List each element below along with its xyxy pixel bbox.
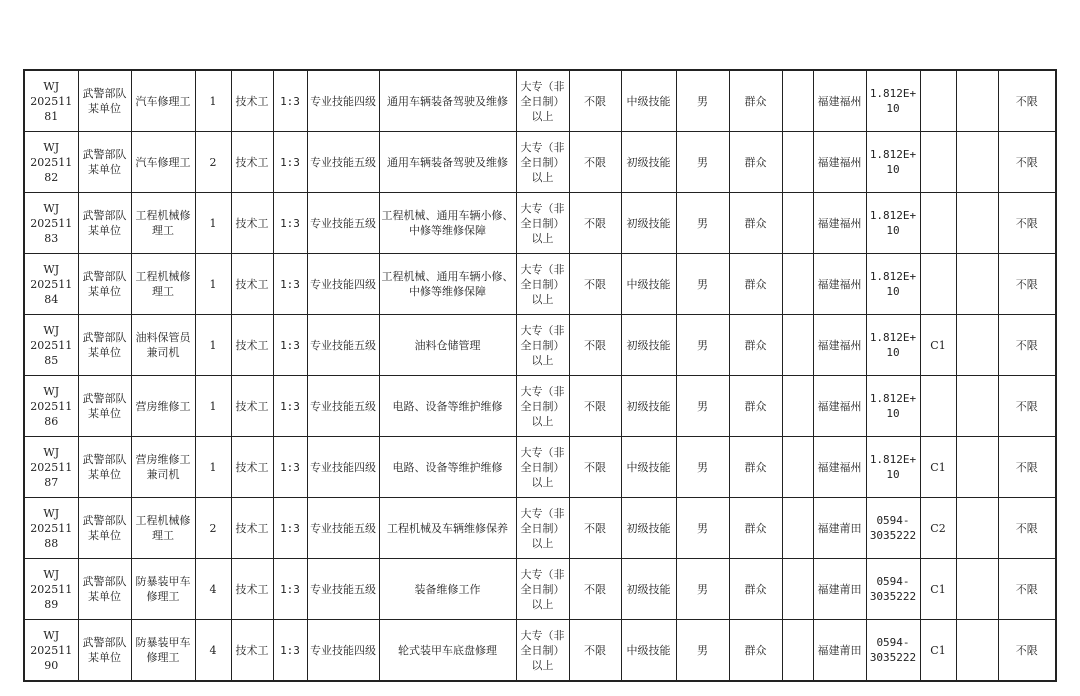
position-name-cell: 营房维修工 bbox=[131, 376, 195, 437]
headcount-cell: 2 bbox=[195, 132, 231, 193]
phone-cell: 1.812E+10 bbox=[866, 70, 920, 132]
education-cell: 大专（非 全日制） 以上 bbox=[516, 193, 569, 254]
unit-cell: 武警部队 某单位 bbox=[78, 315, 131, 376]
license-cell: C1 bbox=[920, 559, 956, 620]
phone-cell: 1.812E+10 bbox=[866, 193, 920, 254]
skill-grade-cell: 初级技能 bbox=[621, 315, 676, 376]
position-code-cell: WJ 20251189 bbox=[24, 559, 78, 620]
skill-level-cell: 专业技能四级 bbox=[307, 620, 379, 682]
headcount-cell: 1 bbox=[195, 193, 231, 254]
ratio-cell: 1:3 bbox=[273, 70, 307, 132]
location-cell: 福建福州 bbox=[813, 376, 866, 437]
other-requirement-cell: 不限 bbox=[998, 620, 1056, 682]
empty-cell bbox=[956, 132, 998, 193]
position-name-cell: 工程机械修 理工 bbox=[131, 498, 195, 559]
education-cell: 大专（非 全日制） 以上 bbox=[516, 254, 569, 315]
headcount-cell: 1 bbox=[195, 437, 231, 498]
position-code-cell: WJ 20251187 bbox=[24, 437, 78, 498]
skill-level-cell: 专业技能五级 bbox=[307, 315, 379, 376]
license-cell: C1 bbox=[920, 620, 956, 682]
ratio-cell: 1:3 bbox=[273, 620, 307, 682]
phone-cell: 1.812E+10 bbox=[866, 254, 920, 315]
location-cell: 福建莆田 bbox=[813, 498, 866, 559]
age-limit-cell: 不限 bbox=[569, 132, 621, 193]
skill-level-cell: 专业技能五级 bbox=[307, 376, 379, 437]
position-name-cell: 汽车修理工 bbox=[131, 70, 195, 132]
skill-grade-cell: 中级技能 bbox=[621, 70, 676, 132]
ratio-cell: 1:3 bbox=[273, 315, 307, 376]
table-row bbox=[24, 193, 1056, 254]
headcount-cell: 1 bbox=[195, 254, 231, 315]
education-cell: 大专（非 全日制） 以上 bbox=[516, 620, 569, 682]
empty-cell bbox=[956, 620, 998, 682]
phone-cell: 0594- 3035222 bbox=[866, 620, 920, 682]
political-status-cell: 群众 bbox=[729, 620, 782, 682]
unit-cell: 武警部队 某单位 bbox=[78, 193, 131, 254]
other-requirement-cell: 不限 bbox=[998, 193, 1056, 254]
position-name-cell: 工程机械修 理工 bbox=[131, 193, 195, 254]
category-cell: 技术工 bbox=[231, 193, 273, 254]
phone-cell: 0594- 3035222 bbox=[866, 559, 920, 620]
location-cell: 福建福州 bbox=[813, 70, 866, 132]
empty-cell bbox=[782, 254, 813, 315]
headcount-cell: 2 bbox=[195, 498, 231, 559]
political-status-cell: 群众 bbox=[729, 132, 782, 193]
unit-cell: 武警部队 某单位 bbox=[78, 376, 131, 437]
other-requirement-cell: 不限 bbox=[998, 254, 1056, 315]
job-description-cell: 电路、设备等维护维修 bbox=[379, 437, 516, 498]
license-cell bbox=[920, 376, 956, 437]
headcount-cell: 4 bbox=[195, 559, 231, 620]
category-cell: 技术工 bbox=[231, 559, 273, 620]
license-cell: C1 bbox=[920, 315, 956, 376]
gender-cell: 男 bbox=[676, 132, 729, 193]
age-limit-cell: 不限 bbox=[569, 498, 621, 559]
category-cell: 技术工 bbox=[231, 620, 273, 682]
skill-grade-cell: 初级技能 bbox=[621, 132, 676, 193]
location-cell: 福建福州 bbox=[813, 193, 866, 254]
location-cell: 福建福州 bbox=[813, 315, 866, 376]
ratio-cell: 1:3 bbox=[273, 132, 307, 193]
headcount-cell: 1 bbox=[195, 315, 231, 376]
position-code-cell: WJ 20251185 bbox=[24, 315, 78, 376]
political-status-cell: 群众 bbox=[729, 315, 782, 376]
other-requirement-cell: 不限 bbox=[998, 70, 1056, 132]
table-body bbox=[24, 70, 1056, 681]
location-cell: 福建福州 bbox=[813, 254, 866, 315]
gender-cell: 男 bbox=[676, 70, 729, 132]
headcount-cell: 1 bbox=[195, 376, 231, 437]
age-limit-cell: 不限 bbox=[569, 559, 621, 620]
gender-cell: 男 bbox=[676, 193, 729, 254]
table-row bbox=[24, 254, 1056, 315]
recruitment-table bbox=[23, 69, 1057, 682]
category-cell: 技术工 bbox=[231, 132, 273, 193]
skill-level-cell: 专业技能四级 bbox=[307, 254, 379, 315]
ratio-cell: 1:3 bbox=[273, 559, 307, 620]
position-code-cell: WJ 20251190 bbox=[24, 620, 78, 682]
position-name-cell: 防暴装甲车 修理工 bbox=[131, 620, 195, 682]
table-row bbox=[24, 559, 1056, 620]
age-limit-cell: 不限 bbox=[569, 70, 621, 132]
unit-cell: 武警部队 某单位 bbox=[78, 498, 131, 559]
ratio-cell: 1:3 bbox=[273, 376, 307, 437]
other-requirement-cell: 不限 bbox=[998, 132, 1056, 193]
phone-cell: 1.812E+10 bbox=[866, 437, 920, 498]
position-name-cell: 汽车修理工 bbox=[131, 132, 195, 193]
political-status-cell: 群众 bbox=[729, 376, 782, 437]
other-requirement-cell: 不限 bbox=[998, 315, 1056, 376]
job-description-cell: 通用车辆装备驾驶及维修 bbox=[379, 70, 516, 132]
empty-cell bbox=[782, 70, 813, 132]
skill-grade-cell: 中级技能 bbox=[621, 437, 676, 498]
skill-level-cell: 专业技能五级 bbox=[307, 193, 379, 254]
gender-cell: 男 bbox=[676, 376, 729, 437]
empty-cell bbox=[956, 437, 998, 498]
education-cell: 大专（非 全日制） 以上 bbox=[516, 437, 569, 498]
table-row bbox=[24, 315, 1056, 376]
empty-cell bbox=[956, 70, 998, 132]
position-name-cell: 工程机械修 理工 bbox=[131, 254, 195, 315]
phone-cell: 1.812E+10 bbox=[866, 132, 920, 193]
other-requirement-cell: 不限 bbox=[998, 376, 1056, 437]
skill-grade-cell: 初级技能 bbox=[621, 193, 676, 254]
empty-cell bbox=[956, 193, 998, 254]
skill-level-cell: 专业技能五级 bbox=[307, 498, 379, 559]
political-status-cell: 群众 bbox=[729, 498, 782, 559]
empty-cell bbox=[956, 315, 998, 376]
category-cell: 技术工 bbox=[231, 498, 273, 559]
skill-grade-cell: 中级技能 bbox=[621, 620, 676, 682]
position-code-cell: WJ 20251183 bbox=[24, 193, 78, 254]
table-row bbox=[24, 437, 1056, 498]
empty-cell bbox=[782, 315, 813, 376]
age-limit-cell: 不限 bbox=[569, 437, 621, 498]
empty-cell bbox=[956, 254, 998, 315]
category-cell: 技术工 bbox=[231, 376, 273, 437]
other-requirement-cell: 不限 bbox=[998, 498, 1056, 559]
table-row bbox=[24, 132, 1056, 193]
education-cell: 大专（非 全日制） 以上 bbox=[516, 559, 569, 620]
position-name-cell: 防暴装甲车 修理工 bbox=[131, 559, 195, 620]
political-status-cell: 群众 bbox=[729, 254, 782, 315]
education-cell: 大专（非 全日制） 以上 bbox=[516, 315, 569, 376]
license-cell bbox=[920, 70, 956, 132]
gender-cell: 男 bbox=[676, 559, 729, 620]
category-cell: 技术工 bbox=[231, 437, 273, 498]
headcount-cell: 4 bbox=[195, 620, 231, 682]
empty-cell bbox=[782, 376, 813, 437]
position-name-cell: 油料保管员 兼司机 bbox=[131, 315, 195, 376]
phone-cell: 1.812E+10 bbox=[866, 315, 920, 376]
gender-cell: 男 bbox=[676, 437, 729, 498]
position-name-cell: 营房维修工 兼司机 bbox=[131, 437, 195, 498]
education-cell: 大专（非 全日制） 以上 bbox=[516, 498, 569, 559]
position-code-cell: WJ 20251186 bbox=[24, 376, 78, 437]
ratio-cell: 1:3 bbox=[273, 193, 307, 254]
gender-cell: 男 bbox=[676, 315, 729, 376]
education-cell: 大专（非 全日制） 以上 bbox=[516, 376, 569, 437]
job-description-cell: 装备维修工作 bbox=[379, 559, 516, 620]
age-limit-cell: 不限 bbox=[569, 193, 621, 254]
gender-cell: 男 bbox=[676, 498, 729, 559]
age-limit-cell: 不限 bbox=[569, 254, 621, 315]
unit-cell: 武警部队 某单位 bbox=[78, 254, 131, 315]
empty-cell bbox=[782, 620, 813, 682]
skill-grade-cell: 初级技能 bbox=[621, 559, 676, 620]
political-status-cell: 群众 bbox=[729, 559, 782, 620]
unit-cell: 武警部队 某单位 bbox=[78, 70, 131, 132]
empty-cell bbox=[782, 559, 813, 620]
age-limit-cell: 不限 bbox=[569, 315, 621, 376]
other-requirement-cell: 不限 bbox=[998, 559, 1056, 620]
education-cell: 大专（非 全日制） 以上 bbox=[516, 70, 569, 132]
age-limit-cell: 不限 bbox=[569, 376, 621, 437]
job-description-cell: 轮式装甲车底盘修理 bbox=[379, 620, 516, 682]
unit-cell: 武警部队 某单位 bbox=[78, 132, 131, 193]
license-cell bbox=[920, 193, 956, 254]
job-description-cell: 油料仓储管理 bbox=[379, 315, 516, 376]
skill-level-cell: 专业技能四级 bbox=[307, 70, 379, 132]
skill-grade-cell: 初级技能 bbox=[621, 498, 676, 559]
age-limit-cell: 不限 bbox=[569, 620, 621, 682]
skill-grade-cell: 中级技能 bbox=[621, 254, 676, 315]
job-description-cell: 工程机械、通用车辆小修、 中修等维修保障 bbox=[379, 193, 516, 254]
location-cell: 福建莆田 bbox=[813, 559, 866, 620]
phone-cell: 1.812E+10 bbox=[866, 376, 920, 437]
position-code-cell: WJ 20251184 bbox=[24, 254, 78, 315]
job-description-cell: 通用车辆装备驾驶及维修 bbox=[379, 132, 516, 193]
table-row bbox=[24, 498, 1056, 559]
skill-level-cell: 专业技能五级 bbox=[307, 132, 379, 193]
empty-cell bbox=[782, 437, 813, 498]
position-code-cell: WJ 20251188 bbox=[24, 498, 78, 559]
political-status-cell: 群众 bbox=[729, 70, 782, 132]
ratio-cell: 1:3 bbox=[273, 254, 307, 315]
empty-cell bbox=[782, 498, 813, 559]
skill-grade-cell: 初级技能 bbox=[621, 376, 676, 437]
table-row bbox=[24, 620, 1056, 682]
license-cell: C2 bbox=[920, 498, 956, 559]
other-requirement-cell: 不限 bbox=[998, 437, 1056, 498]
political-status-cell: 群众 bbox=[729, 437, 782, 498]
empty-cell bbox=[956, 498, 998, 559]
license-cell bbox=[920, 254, 956, 315]
category-cell: 技术工 bbox=[231, 254, 273, 315]
political-status-cell: 群众 bbox=[729, 193, 782, 254]
license-cell: C1 bbox=[920, 437, 956, 498]
ratio-cell: 1:3 bbox=[273, 498, 307, 559]
position-code-cell: WJ 20251182 bbox=[24, 132, 78, 193]
empty-cell bbox=[782, 193, 813, 254]
phone-cell: 0594- 3035222 bbox=[866, 498, 920, 559]
unit-cell: 武警部队 某单位 bbox=[78, 437, 131, 498]
job-description-cell: 工程机械及车辆维修保养 bbox=[379, 498, 516, 559]
headcount-cell: 1 bbox=[195, 70, 231, 132]
job-description-cell: 工程机械、通用车辆小修、 中修等维修保障 bbox=[379, 254, 516, 315]
job-description-cell: 电路、设备等维护维修 bbox=[379, 376, 516, 437]
location-cell: 福建莆田 bbox=[813, 620, 866, 682]
category-cell: 技术工 bbox=[231, 315, 273, 376]
location-cell: 福建福州 bbox=[813, 437, 866, 498]
position-code-cell: WJ 20251181 bbox=[24, 70, 78, 132]
empty-cell bbox=[782, 132, 813, 193]
license-cell bbox=[920, 132, 956, 193]
table-row bbox=[24, 376, 1056, 437]
gender-cell: 男 bbox=[676, 620, 729, 682]
empty-cell bbox=[956, 559, 998, 620]
location-cell: 福建福州 bbox=[813, 132, 866, 193]
unit-cell: 武警部队 某单位 bbox=[78, 620, 131, 682]
education-cell: 大专（非 全日制） 以上 bbox=[516, 132, 569, 193]
table-row bbox=[24, 70, 1056, 132]
empty-cell bbox=[956, 376, 998, 437]
gender-cell: 男 bbox=[676, 254, 729, 315]
skill-level-cell: 专业技能五级 bbox=[307, 559, 379, 620]
ratio-cell: 1:3 bbox=[273, 437, 307, 498]
skill-level-cell: 专业技能四级 bbox=[307, 437, 379, 498]
category-cell: 技术工 bbox=[231, 70, 273, 132]
unit-cell: 武警部队 某单位 bbox=[78, 559, 131, 620]
